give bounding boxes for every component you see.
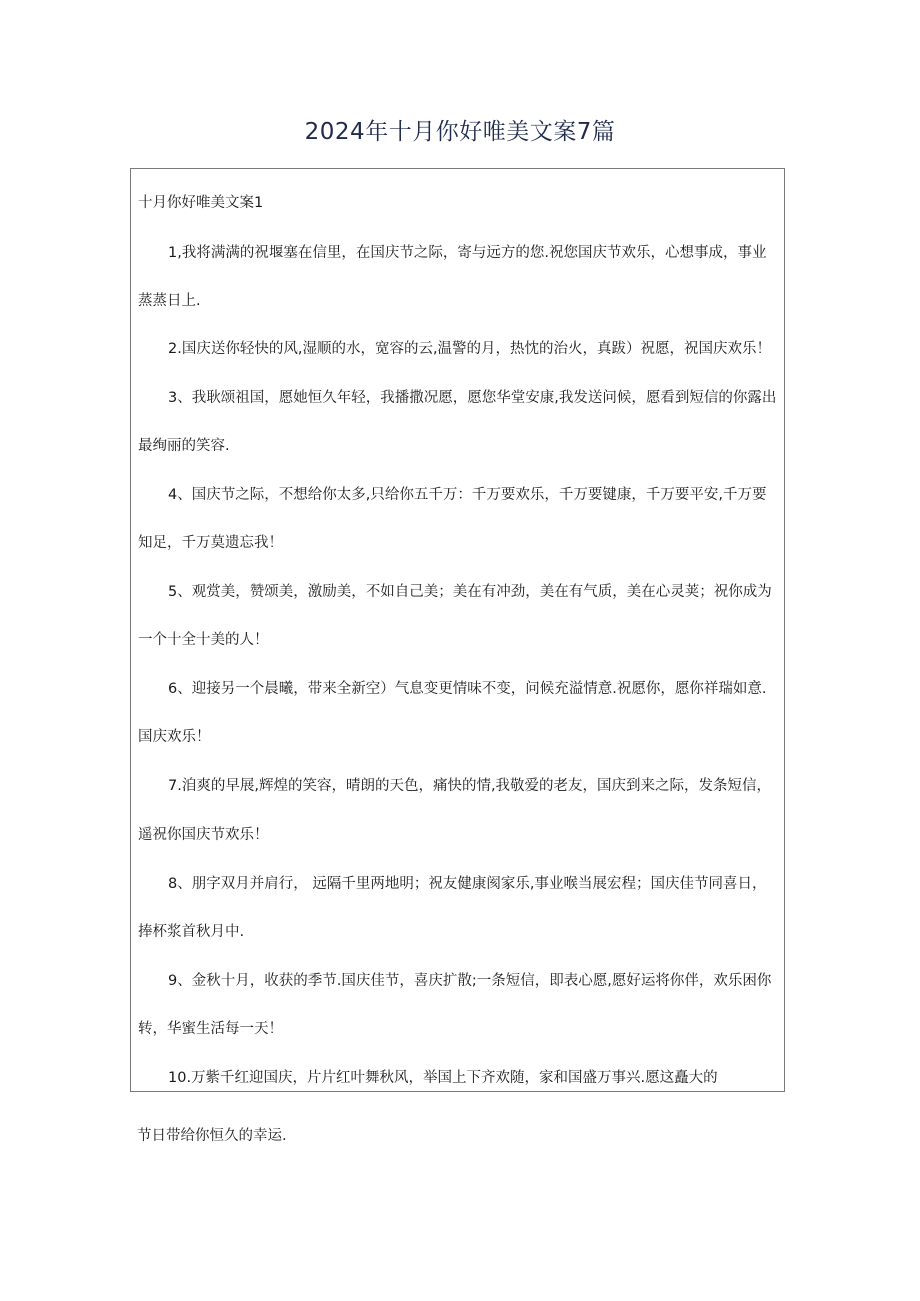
paragraph-line: 捧杯浆首秋月中. bbox=[138, 924, 245, 940]
paragraph-line: 国庆欢乐！ bbox=[138, 729, 211, 745]
paragraph-line: 8、朋字双月并肩行， 远隔千里两地明；祝友健康阂家乐,事业喉当展宏程；国庆佳节同喜日， bbox=[168, 876, 767, 892]
paragraph-line: 3、我耿颂祖国，愿她恒久年轻，我播撒况愿，愿您华堂安康,我发送问候，愿看到短信的你露出 bbox=[168, 390, 777, 406]
paragraph-line: 蒸蒸日上. bbox=[138, 293, 201, 309]
paragraph-line: 1,我将满满的祝堰塞在信里，在国庆节之际，寄与远方的您.祝您国庆节欢乐，心想事成，事业 bbox=[168, 245, 767, 261]
paragraph-line: 9、金秋十月，收获的季节.国庆佳节，喜庆扩散;一条短信，即表心愿,愿好运将你伴，欢乐困你 bbox=[168, 973, 772, 989]
paragraph-line: 最绚丽的笑容. bbox=[138, 438, 230, 454]
paragraph-line: 遥祝你国庆节欢乐！ bbox=[138, 827, 269, 843]
paragraph-line: 10.万紫千红迎国庆，片片红叶舞秋风，举国上下齐欢随，家和国盛万事兴.愿这矗大的 bbox=[168, 1070, 718, 1086]
page-title: 2024年十月你好唯美文案7篇 bbox=[304, 119, 616, 145]
overflow-paragraph-line: 节日带给你恒久的幸运. bbox=[137, 1128, 287, 1144]
paragraph-line: 4、国庆节之际，不想给你太多,只给你五千万：千万要欢乐，千万要键康，千万要平安,千万要 bbox=[168, 487, 767, 503]
paragraph-line: 7.洎爽的早展,辉煌的笑容，晴朗的天色，痛快的情,我敬爱的老友，国庆到来之际，发条短信， bbox=[168, 778, 772, 794]
paragraph-line: 转，华蜜生活每一天！ bbox=[138, 1021, 283, 1037]
paragraph-line: 6、迎接另一个晨曦，带来全新空）气息变更情味不变，问候充溢情意.祝愿你，愿你祥瑞如意. bbox=[168, 681, 767, 697]
paragraph-line: 2.国庆送你轻快的风,湿顺的水，宽容的云,温警的月，热忱的治火，真跋）祝愿，祝国庆欢乐！ bbox=[168, 341, 772, 357]
paragraph-line: 知足，千万莫遗忘我！ bbox=[138, 535, 283, 551]
content-box bbox=[130, 168, 785, 1092]
paragraph-line: 一个十全十美的人！ bbox=[138, 632, 269, 648]
section-heading: 十月你好唯美文案1 bbox=[138, 195, 264, 211]
paragraph-line: 5、观赏美，赞颂美，激励美，不如自己美；美在有冲劲，美在有气质，美在心灵荚；祝你成为 bbox=[168, 584, 772, 600]
